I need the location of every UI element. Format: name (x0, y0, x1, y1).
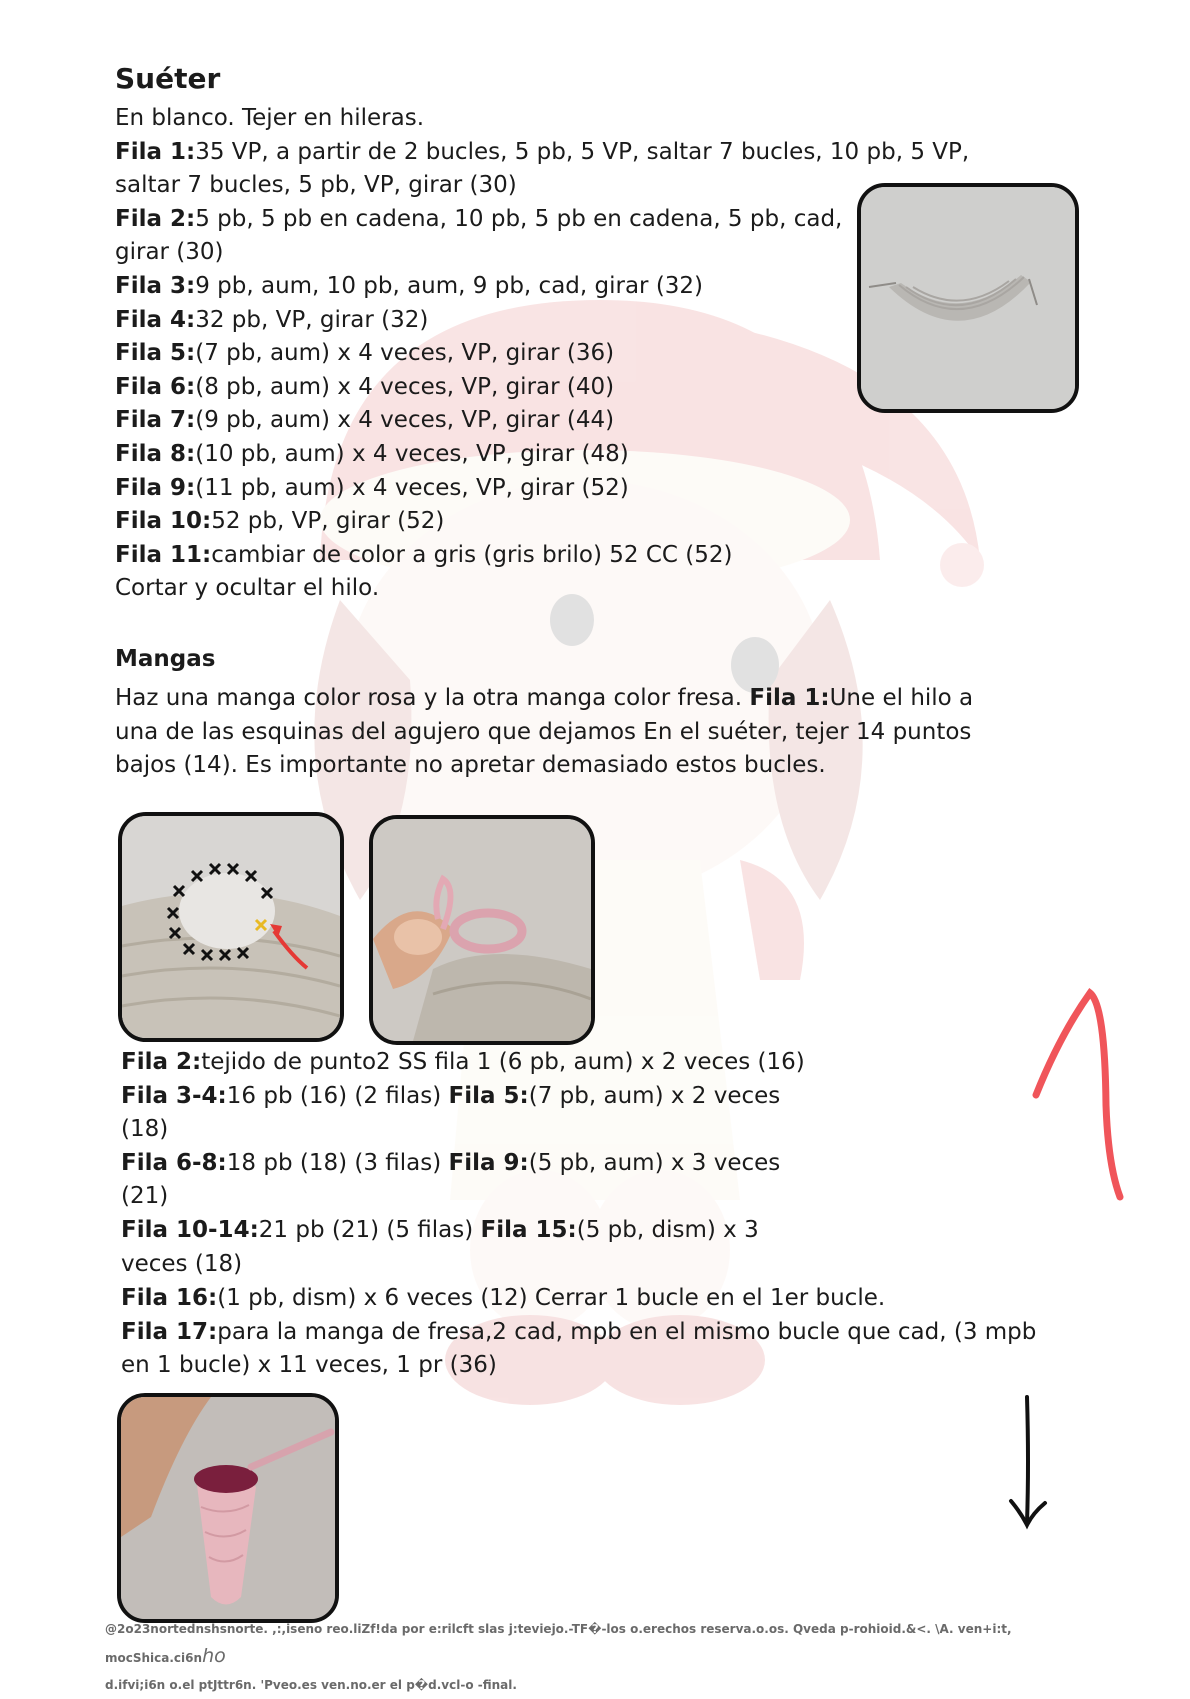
row-label: Fila 2: (115, 205, 196, 232)
row-label: Fila 11: (115, 541, 212, 568)
row-text: 9 pb, aum, 10 pb, aum, 9 pb, cad, girar (32) (195, 272, 704, 299)
sueter-row-11 (115, 539, 975, 573)
row-text: 21 pb (21) (5 filas) (258, 1216, 481, 1243)
row-label: Fila 10-14: (121, 1216, 259, 1243)
row-label: Fila 17: (121, 1318, 218, 1345)
row-text: cambiar de color a gris (gris brilo) 52 CC (52) (211, 541, 733, 568)
row-text: Une el hilo a una de las esquinas del agujero que dejamos En el suéter, tejer 14 puntos bajos (14). Es importante no apretar demasiado estos bucles. (115, 685, 974, 779)
mangas-row-16 (121, 1282, 1041, 1316)
row-text: (10 pb, aum) x 4 veces, VP, girar (48) (195, 440, 629, 467)
mangas-rows-2-15 (121, 1046, 811, 1281)
row-label: Fila 5: (448, 1082, 529, 1109)
sueter-intro: En blanco. Tejer en hileras. (115, 105, 425, 131)
row-text: 18 pb (18) (3 filas) (226, 1149, 449, 1176)
row-label: Fila 7: (115, 407, 196, 434)
mangas-row-10-15 (121, 1214, 811, 1281)
red-curve-mark (1030, 985, 1130, 1205)
row-text: (11 pb, aum) x 4 veces, VP, girar (52) (195, 474, 629, 501)
row-text: tejido de punto2 SS fila 1 (6 pb, aum) x 2 veces (16) (201, 1049, 805, 1075)
sueter-title: Suéter (115, 62, 221, 95)
sueter-row-1 (115, 136, 975, 203)
row-label: Fila 6-8: (121, 1149, 227, 1176)
row-label: Fila 6: (115, 373, 196, 400)
row-text: (5 pb, dism) x 3 veces (18) (121, 1216, 759, 1277)
row-label: Fila 1: (115, 138, 196, 165)
row-text: 52 pb, VP, girar (52) (211, 508, 445, 535)
hand-crochet-photo (369, 815, 595, 1045)
row-text: 32 pb, VP, girar (32) (195, 306, 429, 333)
footer-line-1-end: ho (202, 1645, 226, 1667)
sueter-row-6 (115, 371, 975, 405)
sueter-row-3 (115, 270, 975, 304)
sueter-row-7 (115, 404, 975, 438)
footer-line-2: d.ifvi;i6n o.el ptJttr6n. 'Pveo.es ven.no.er el p�d.vcl-o -final. (105, 1678, 517, 1692)
stitch-circle-photo (118, 812, 344, 1042)
mangas-intro (115, 682, 1005, 783)
sueter-instructions (115, 102, 975, 606)
sueter-row-8 (115, 438, 975, 472)
row-text: 16 pb (16) (2 filas) (226, 1082, 449, 1109)
mangas-row-6-9 (121, 1147, 811, 1214)
sueter-row-2 (115, 203, 855, 270)
down-arrow-icon (1005, 1393, 1049, 1533)
row-label: Fila 5: (115, 340, 196, 367)
row-text: (1 pb, dism) x 6 veces (12) Cerrar 1 bucle en el 1er bucle. (217, 1285, 886, 1311)
row-text: (7 pb, aum) x 4 veces, VP, girar (36) (195, 340, 615, 367)
row-label: Fila 10: (115, 508, 212, 535)
row-label: Fila 2: (121, 1049, 202, 1075)
row-text: (7 pb, aum) x 2 veces (18) (121, 1082, 781, 1143)
sweater-collar-photo (857, 183, 1079, 413)
sueter-row-5 (115, 337, 975, 371)
pink-sleeve-photo (117, 1393, 339, 1623)
row-label: Fila 3: (115, 272, 196, 299)
mangas-row-17 (121, 1316, 1041, 1383)
mangas-row-3-5 (121, 1080, 811, 1147)
row-text: para la manga de fresa,2 cad, mpb en el mismo bucle que cad, (3 mpb en 1 bucle) x 11 veces, 1 pr (36) (121, 1318, 1037, 1379)
row-label: Fila 3-4: (121, 1082, 227, 1109)
sueter-row-9 (115, 472, 975, 506)
row-text: 5 pb, 5 pb en cadena, 10 pb, 5 pb en cadena, 5 pb, cad, girar (30) (115, 205, 843, 266)
row-label: Fila 9: (115, 474, 196, 501)
mangas-title: Mangas (115, 646, 216, 672)
sueter-row-4 (115, 304, 975, 338)
row-text: (8 pb, aum) x 4 veces, VP, girar (40) (195, 373, 615, 400)
row-label: Fila 1: (749, 685, 830, 711)
sueter-closing: Cortar y ocultar el hilo. (115, 575, 380, 602)
mangas-row-2 (121, 1046, 811, 1080)
row-text: 35 VP, a partir de 2 bucles, 5 pb, 5 VP, saltar 7 bucles, 10 pb, 5 VP, saltar 7 bucles, 5 pb, VP, girar (30) (115, 138, 970, 199)
row-label: Fila 8: (115, 440, 196, 467)
row-label: Fila 9: (448, 1149, 529, 1176)
sueter-row-10 (115, 505, 975, 539)
mangas-rows-16-17 (121, 1282, 1041, 1383)
row-text: (9 pb, aum) x 4 veces, VP, girar (44) (195, 407, 615, 434)
row-text: (5 pb, aum) x 3 veces (21) (121, 1149, 781, 1210)
row-label: Fila 15: (480, 1216, 577, 1243)
intro-text: Haz una manga color rosa y la otra manga color fresa. (115, 685, 750, 711)
copyright-footer (105, 1616, 1115, 1699)
row-label: Fila 4: (115, 306, 196, 333)
footer-line-1 (105, 1616, 1115, 1672)
row-label: Fila 16: (121, 1285, 218, 1311)
mangas-instructions (115, 682, 1005, 783)
footer-line-1-text: @2o23nortednshsnorte. ,:,iseno reo.liZf!da por e:rilcft slas j:teviejo.-TF�-los o.erechos reserva.o.os. Qveda p-rohioid.&<. \A. ven+i:t, mocShica.ci6n (105, 1622, 1012, 1665)
